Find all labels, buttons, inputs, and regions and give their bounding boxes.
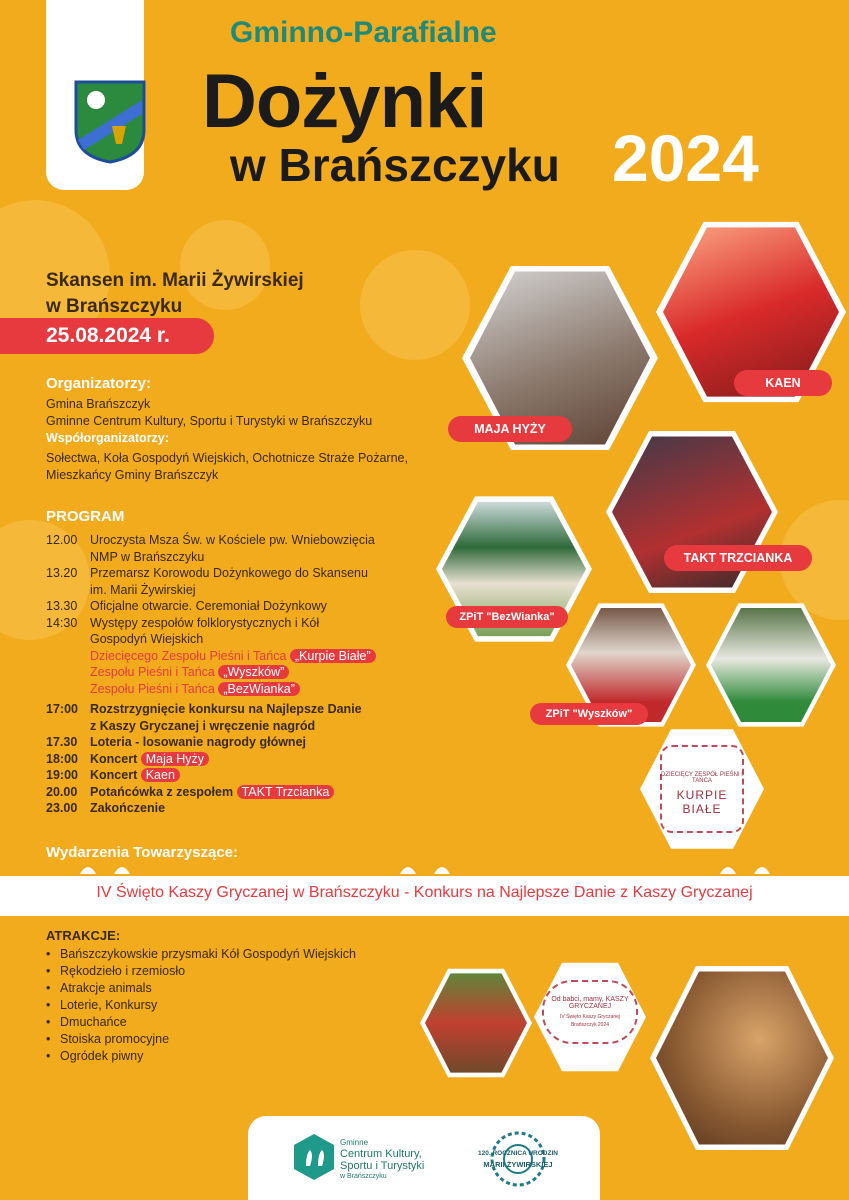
photo-buckwheat xyxy=(656,964,828,1152)
program-text: im. Marii Żywirskiej xyxy=(90,582,196,597)
badge-kurpie-text: KURPIE BIAŁE xyxy=(676,788,728,816)
ensemble-tag: „BezWianka” xyxy=(218,682,300,696)
program-row xyxy=(46,615,446,632)
label-kaen: KAEN xyxy=(734,370,832,396)
list-item: • Rękodzieło i rzemiosło xyxy=(46,963,356,980)
list-item: • Atrakcje animals xyxy=(46,980,356,997)
program-text: Koncert xyxy=(90,768,138,782)
ensemble-tag: „Wyszków” xyxy=(218,665,289,679)
bird-ornament-icon xyxy=(60,860,800,876)
organizers-heading: Organizatorzy: xyxy=(46,375,152,392)
label-wyszkow: ZPiT "Wyszków" xyxy=(530,703,648,725)
organizer-line: Gminne Centrum Kultury, Sportu i Turystyki w Brańszczyku xyxy=(46,414,373,428)
program-text: NMP w Brańszczyku xyxy=(90,549,205,564)
program-text: Przemarsz Korowodu Dożynkowego do Skansenu xyxy=(90,566,368,580)
footer-anniv-line2: MARII ŻYWIRSKIEJ xyxy=(483,1160,553,1169)
attractions-heading: ATRAKCJE: xyxy=(46,928,121,943)
program-row xyxy=(46,718,446,735)
program-text: Loteria - losowanie nagrody głównej xyxy=(90,735,306,749)
program-row xyxy=(46,598,446,615)
program-tag: Maja Hyży xyxy=(141,752,209,766)
label-takt-trzcianka: TAKT TRZCIANKA xyxy=(664,545,812,571)
footer-org-line: Sportu i Turystyki xyxy=(340,1160,425,1172)
attractions-list xyxy=(46,946,356,1065)
kasza-badge-subtext: IV Święto Kaszy Gryczanej xyxy=(559,1014,621,1020)
gck-logo-icon xyxy=(292,1132,336,1182)
decor-flower xyxy=(360,250,470,360)
program-row xyxy=(46,549,446,566)
side-events-heading: Wydarzenia Towarzyszące: xyxy=(46,844,239,861)
ensemble-text: Zespołu Pieśni i Tańca xyxy=(90,681,215,696)
kasza-badge-subtext: Brańszczyk 2024 xyxy=(570,1022,610,1028)
program-row xyxy=(46,532,446,549)
list-item: • Ogródek piwny xyxy=(46,1048,356,1065)
program-time: 13.30 xyxy=(46,599,78,613)
program-text: Występy zespołów folklorystycznych i Kół xyxy=(90,615,320,630)
list-item: • Stoiska promocyjne xyxy=(46,1031,356,1048)
program-time: 17.30 xyxy=(46,735,78,749)
coorganizers-heading: Współorganizatorzy: xyxy=(46,431,169,445)
date-badge: 25.08.2024 r. xyxy=(0,318,214,354)
program-row xyxy=(46,631,446,648)
program-time: 12.00 xyxy=(46,533,78,547)
program-time xyxy=(46,549,90,566)
program-time xyxy=(46,631,90,648)
venue-line2: w Brańszczyku xyxy=(46,296,183,317)
program-tag: Kaen xyxy=(141,768,180,782)
list-item: • Dmuchańce xyxy=(46,1014,356,1031)
program-text: Oficjalne otwarcie. Ceremoniał Dożynkowy xyxy=(90,599,327,613)
kasza-badge-text: Od babci, mamy, KASZY GRYCZANEJ xyxy=(551,996,629,1010)
program-time: 14:30 xyxy=(46,615,78,630)
ensemble-row xyxy=(46,648,446,665)
page-title-line2: w Brańszczyku xyxy=(230,139,560,191)
footer-org-small: Gminne xyxy=(340,1138,369,1147)
ensemble-tag: „Kurpie Białe” xyxy=(290,649,376,663)
subtitle: Gminno-Parafialne xyxy=(230,16,497,49)
program-text: Potańcówka z zespołem xyxy=(90,784,234,799)
footer-org-line: Centrum Kultury, xyxy=(340,1148,422,1160)
coorganizer-line: Sołectwa, Koła Gospodyń Wiejskich, Ochotnicze Straże Pożarne, xyxy=(46,451,408,465)
footer-anniv-line1: 120. ROCZNICA URODZIN xyxy=(478,1150,558,1157)
program-tag: TAKT Trzcianka xyxy=(237,785,335,799)
program-text: z Kaszy Gryczanej i wręczenie nagród xyxy=(90,718,316,733)
program-text: Gospodyń Wiejskich xyxy=(90,632,204,646)
footer-org-line: w Brańszczyku xyxy=(340,1173,387,1180)
program-time: 19:00 xyxy=(46,768,78,782)
program-row xyxy=(46,582,446,599)
program-row xyxy=(46,701,446,718)
venue-line1: Skansen im. Marii Żywirskiej xyxy=(46,270,304,291)
list-item: • Bańszczykowskie przysmaki Kół Gospodyń Wiejskich xyxy=(46,946,356,963)
ensemble-row xyxy=(46,664,446,681)
program-time: 17:00 xyxy=(46,702,78,716)
program-text: Zakończenie xyxy=(90,801,166,815)
ensemble-text: Dziecięcego Zespołu Pieśni i Tańca xyxy=(90,648,287,663)
program-row xyxy=(46,565,446,582)
program-time: 18:00 xyxy=(46,751,78,766)
program-row xyxy=(46,767,446,784)
program-time: 20.00 xyxy=(46,784,78,799)
ensemble-text: Zespołu Pieśni i Tańca xyxy=(90,665,215,679)
badge-pattern xyxy=(542,980,638,1044)
program-time xyxy=(46,582,90,599)
ensemble-row xyxy=(46,681,446,698)
venue xyxy=(46,268,304,320)
program-row xyxy=(46,800,446,817)
program-row xyxy=(46,734,446,751)
rosette-icon xyxy=(490,1126,546,1192)
program-text: Uroczysta Msza Św. w Kościele pw. Wniebowzięcia xyxy=(90,533,375,547)
program-time: 23.00 xyxy=(46,801,78,815)
label-bezwianka: ZPiT "BezWianka" xyxy=(446,606,568,628)
coat-of-arms-icon xyxy=(74,80,146,164)
program-row xyxy=(46,751,446,768)
program-text: Rozstrzygnięcie konkursu na Najlepsze Danie xyxy=(90,702,362,716)
kasza-banner: IV Święto Kaszy Gryczanej w Brańszczyku - Konkurs na Najlepsze Danie z Kaszy Gryczanej xyxy=(96,884,753,901)
page-title: Dożynki xyxy=(202,59,487,144)
list-item: • Loterie, Konkursy xyxy=(46,997,356,1014)
bird-ornament-row xyxy=(60,860,800,876)
program-text: Koncert xyxy=(90,751,138,766)
coorganizer-line: Mieszkańcy Gminy Brańszczyk xyxy=(46,468,219,482)
program-time xyxy=(46,718,90,735)
program-list xyxy=(46,532,446,817)
program-time: 13.20 xyxy=(46,566,78,580)
organizer-line: Gmina Brańszczyk xyxy=(46,397,151,411)
label-maja-hyzy: MAJA HYŻY xyxy=(448,416,572,442)
program-row xyxy=(46,784,446,801)
year: 2024 xyxy=(612,121,759,195)
program-heading: PROGRAM xyxy=(46,508,125,525)
badge-kurpie-subtext: DZIECIĘCY ZESPÓŁ PIEŚNI I TAŃCA xyxy=(661,772,743,784)
